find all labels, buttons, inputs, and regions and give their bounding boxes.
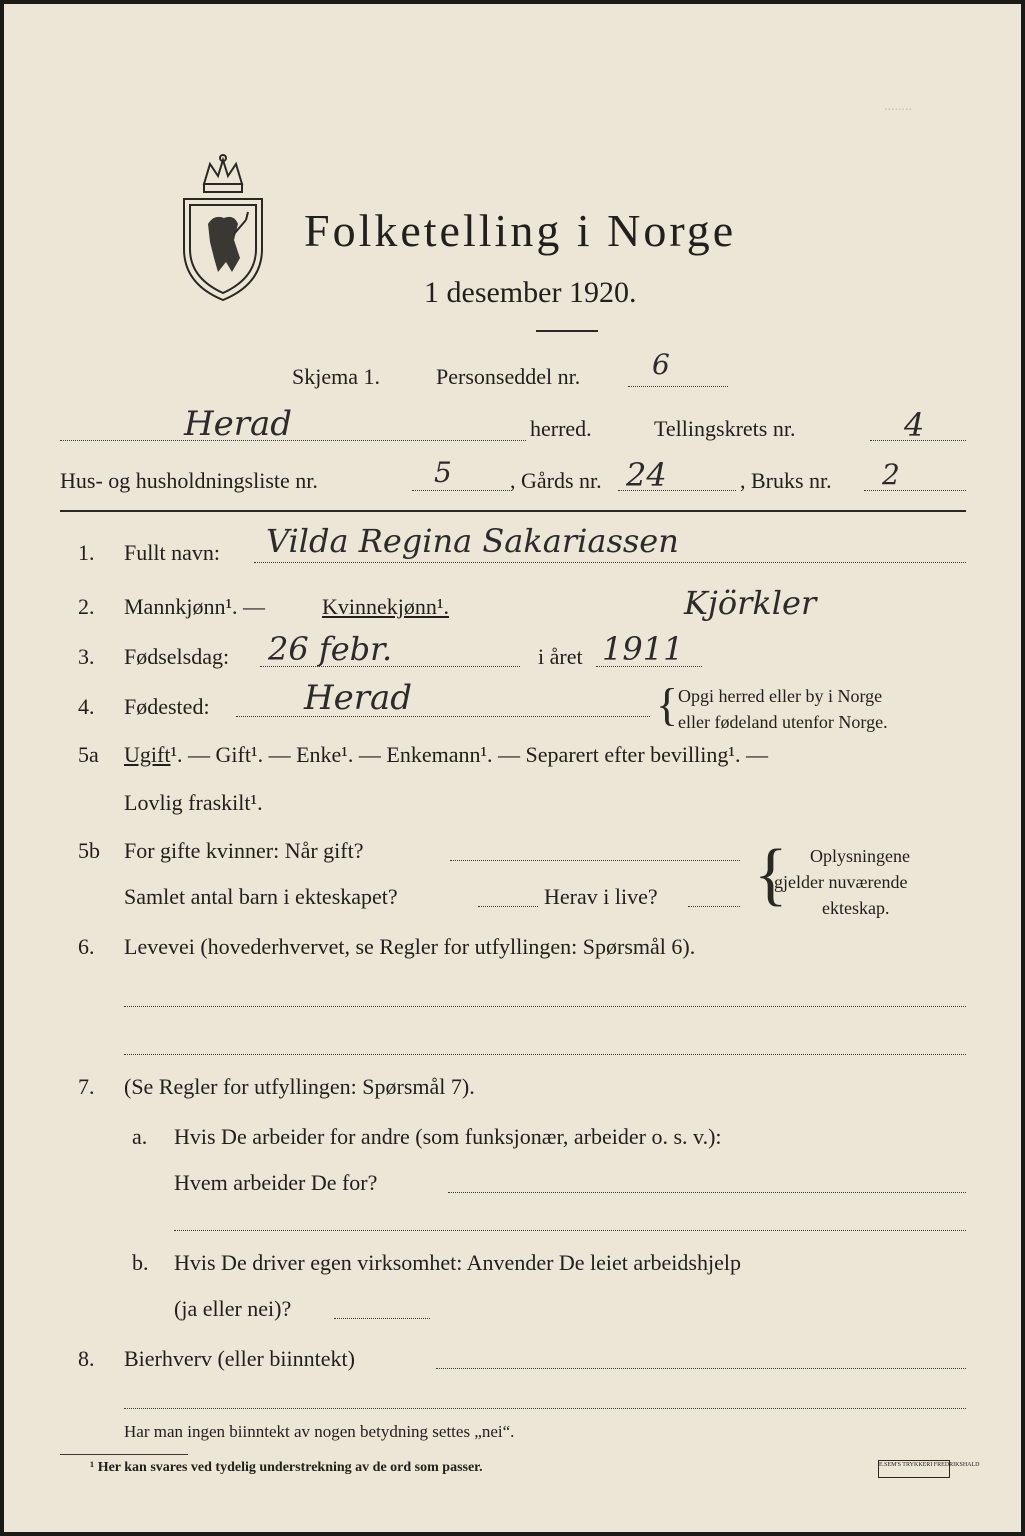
q8-line xyxy=(436,1368,966,1369)
printer-stamp: E.SEM'S TRYKKERI FREDRIKSHALD xyxy=(878,1460,950,1478)
q8-number: 8. xyxy=(78,1346,95,1371)
gender-female-option[interactable]: Kvinnekjønn¹. xyxy=(322,594,449,619)
q3-label: Fødselsdag: xyxy=(124,644,230,669)
q5b-number: 5b xyxy=(78,838,100,863)
q4-brace: { xyxy=(656,679,679,730)
gards-value[interactable]: 24 xyxy=(626,456,667,494)
q4-label: Fødested: xyxy=(124,694,210,719)
q7a-line1: Hvis De arbeider for andre (som funksjonær, arbeider o. s. v.): xyxy=(174,1124,722,1149)
q2-extra-note[interactable]: Kjörkler xyxy=(684,584,817,622)
birth-date-value[interactable]: 26 febr. xyxy=(268,630,393,668)
footnote-text: ¹ Her kan svares ved tydelig understrekning av de ord som passer. xyxy=(90,1460,483,1475)
q5b-alive-line xyxy=(688,906,740,907)
hus-line xyxy=(412,490,510,491)
marital-divorced-option[interactable]: Lovlig fraskilt¹. xyxy=(124,790,263,815)
q2-number: 2. xyxy=(78,594,95,619)
q5a-options xyxy=(124,742,768,768)
section-divider xyxy=(60,510,966,512)
q7a-number: a. xyxy=(132,1124,148,1149)
bruks-value[interactable]: 2 xyxy=(882,458,900,491)
birth-year-value[interactable]: 1911 xyxy=(602,630,684,668)
marital-other-options[interactable]: ¹. — Gift¹. — Enke¹. — Enkemann¹. — Separert efter bevilling¹. — xyxy=(170,742,768,767)
q7a-line2: Hvem arbeider De for? xyxy=(174,1170,378,1195)
q3-number: 3. xyxy=(78,644,95,669)
q7b-number: b. xyxy=(132,1250,149,1275)
q5a-number: 5a xyxy=(78,742,99,767)
q4-note-1: Opgi herred eller by i Norge xyxy=(678,686,883,706)
footnote-rule xyxy=(60,1454,188,1455)
q5b-note-1: Oplysningene xyxy=(810,846,910,866)
q7a-extra-line xyxy=(174,1230,966,1231)
hus-value[interactable]: 5 xyxy=(434,456,452,489)
q6-line-1 xyxy=(124,1006,966,1007)
herred-line xyxy=(60,440,526,441)
q8-extra-line xyxy=(124,1408,966,1409)
full-name-value[interactable]: Vilda Regina Sakariassen xyxy=(266,522,679,560)
q5b-note-3: ekteskap. xyxy=(822,898,890,918)
tellingskrets-label: Tellingskrets nr. xyxy=(654,416,796,441)
q5b-alive-label: Herav i live? xyxy=(544,884,658,909)
q5b-brace: { xyxy=(754,836,788,913)
marital-ugift-option[interactable]: Ugift xyxy=(124,742,171,767)
herred-value[interactable]: Herad xyxy=(184,404,293,444)
bleed-through-text: ........ xyxy=(884,99,912,114)
q5b-children-line xyxy=(478,906,538,907)
skjema-label: Skjema 1. xyxy=(292,364,380,389)
birthplace-value[interactable]: Herad xyxy=(304,678,413,718)
gender-male-option[interactable]: Mannkjønn¹. — xyxy=(124,594,266,619)
herred-label: herred. xyxy=(530,416,592,441)
coat-of-arms-icon xyxy=(174,154,272,304)
form-title: Folketelling i Norge xyxy=(304,205,737,256)
census-form-page xyxy=(4,4,1021,1532)
q1-number: 1. xyxy=(78,540,95,565)
q5b-married-line xyxy=(450,860,740,861)
hus-label: Hus- og husholdningsliste nr. xyxy=(60,468,318,493)
q5b-line1: For gifte kvinner: Når gift? xyxy=(124,838,364,863)
q1-line xyxy=(254,562,966,563)
q7b-line2: (ja eller nei)? xyxy=(174,1296,292,1321)
gards-label: , Gårds nr. xyxy=(510,468,602,493)
q7b-line xyxy=(334,1318,430,1319)
personseddel-value[interactable]: 6 xyxy=(652,348,670,381)
personseddel-label: Personseddel nr. xyxy=(436,364,581,389)
q6-number: 6. xyxy=(78,934,95,959)
q4-note-2: eller fødeland utenfor Norge. xyxy=(678,712,888,732)
title-divider xyxy=(536,330,598,332)
q4-number: 4. xyxy=(78,694,95,719)
q8-label: Bierhverv (eller biinntekt) xyxy=(124,1346,355,1371)
q4-line xyxy=(236,716,650,717)
footer-note: Har man ingen biinntekt av nogen betydning settes „nei“. xyxy=(124,1422,515,1441)
q3-year-label: i året xyxy=(538,644,583,669)
q6-label: Levevei (hovederhvervet, se Regler for utfyllingen: Spørsmål 6). xyxy=(124,934,696,959)
tellingskrets-value[interactable]: 4 xyxy=(904,406,925,444)
q7b-line1: Hvis De driver egen virksomhet: Anvender De leiet arbeidshjelp xyxy=(174,1250,741,1275)
bruks-label: , Bruks nr. xyxy=(740,468,832,493)
q7-number: 7. xyxy=(78,1074,95,1099)
q7a-line xyxy=(448,1192,966,1193)
q6-line-2 xyxy=(124,1054,966,1055)
personseddel-line xyxy=(628,386,728,387)
q5b-note-2: gjelder nuværende xyxy=(774,872,908,892)
form-date: 1 desember 1920. xyxy=(424,276,637,309)
q5b-children-label: Samlet antal barn i ekteskapet? xyxy=(124,884,398,909)
q7-label: (Se Regler for utfyllingen: Spørsmål 7). xyxy=(124,1074,475,1099)
q1-label: Fullt navn: xyxy=(124,540,220,565)
bruks-line xyxy=(864,490,966,491)
